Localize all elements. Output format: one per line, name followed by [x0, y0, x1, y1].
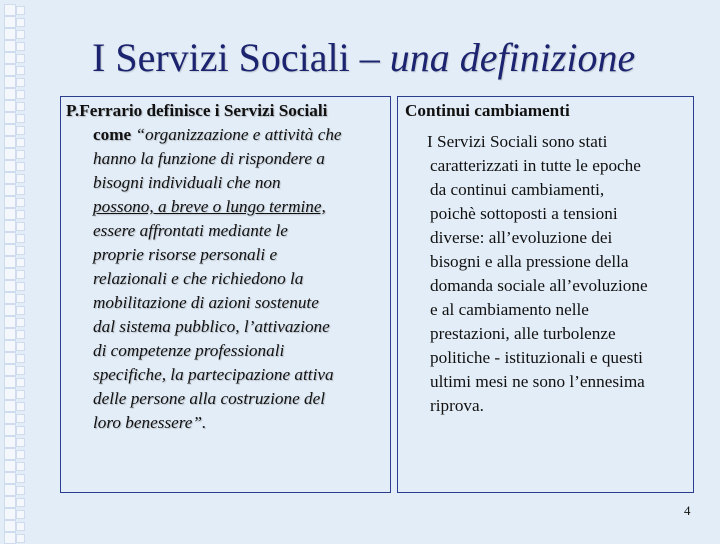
decorative-square [16, 378, 25, 387]
decorative-square [16, 246, 25, 255]
decorative-square [4, 340, 16, 352]
definition-lead-come: come [93, 125, 136, 144]
definition-lead: P.Ferrario definisce i Servizi Sociali [66, 101, 328, 120]
title-main: I Servizi Sociali [92, 35, 350, 80]
decorative-square [4, 292, 16, 304]
decorative-square [16, 426, 25, 435]
decorative-square [16, 114, 25, 123]
decorative-square [4, 40, 16, 52]
decorative-square [16, 318, 25, 327]
decorative-square [4, 484, 16, 496]
definition-line: dal sistema pubblico, l’attivazione [93, 317, 330, 336]
decorative-square [16, 6, 25, 15]
changes-text [427, 130, 692, 418]
decorative-square [16, 450, 25, 459]
decorative-square [16, 390, 25, 399]
decorative-square [4, 508, 16, 520]
definition-lead-continued [66, 123, 386, 147]
changes-line: ultimi mesi ne sono l’ennesima [430, 372, 645, 391]
decorative-square [4, 268, 16, 280]
decorative-square [16, 366, 25, 375]
changes-line: diverse: all’evoluzione dei [430, 228, 613, 247]
changes-line: politiche - istituzionali e questi [430, 348, 643, 367]
decorative-square [16, 54, 25, 63]
changes-line: bisogni e alla pressione della [430, 252, 629, 271]
decorative-square [4, 220, 16, 232]
definition-line: hanno la funzione di rispondere a [93, 149, 325, 168]
decorative-square [4, 172, 16, 184]
decorative-square [16, 138, 25, 147]
decorative-square [4, 160, 16, 172]
decorative-square [4, 112, 16, 124]
decorative-square [4, 328, 16, 340]
decorative-square [16, 270, 25, 279]
decorative-square [16, 534, 25, 543]
definition-line: delle persone alla costruzione del [93, 389, 325, 408]
definition-line: loro benessere”. [93, 413, 207, 432]
decorative-square [4, 88, 16, 100]
decorative-square [4, 520, 16, 532]
decorative-square [16, 438, 25, 447]
decorative-square [16, 210, 25, 219]
decorative-square [16, 414, 25, 423]
decorative-square [4, 376, 16, 388]
decorative-square [4, 232, 16, 244]
decorative-square [16, 330, 25, 339]
decorative-square [4, 448, 16, 460]
changes-line: riprova. [430, 396, 484, 415]
definition-line: specifiche, la partecipazione attiva [93, 365, 334, 384]
changes-line: domanda sociale all’evoluzione [430, 276, 648, 295]
definition-line: essere affrontati mediante le [93, 221, 288, 240]
decorative-square [16, 474, 25, 483]
changes-heading: Continui cambiamenti [405, 101, 570, 120]
definition-line: proprie risorse personali e [93, 245, 278, 264]
page-number: 4 [684, 503, 691, 518]
decorative-square [4, 532, 16, 544]
decorative-square [4, 352, 16, 364]
decorative-square [16, 102, 25, 111]
decorative-square [16, 90, 25, 99]
decorative-square [16, 354, 25, 363]
decorative-square [16, 282, 25, 291]
changes-line: e al cambiamento nelle [430, 300, 589, 319]
decorative-square [16, 162, 25, 171]
decorative-square [4, 148, 16, 160]
definition-line: di competenze professionali [93, 341, 285, 360]
decorative-square [4, 316, 16, 328]
decorative-square [4, 100, 16, 112]
changes-line: poichè sottoposti a tensioni [430, 204, 618, 223]
changes-line: da continui cambiamenti, [430, 180, 605, 199]
decorative-square [16, 510, 25, 519]
title-subtitle: – una definizione [349, 35, 636, 80]
decorative-square [4, 208, 16, 220]
changes-line: prestazioni, alle turbolenze [430, 324, 616, 343]
decorative-square [4, 400, 16, 412]
definition-line: bisogni individuali che non [93, 173, 281, 192]
decorative-square [4, 412, 16, 424]
definition-line: mobilitazione di azioni sostenute [93, 293, 319, 312]
decorative-square [16, 30, 25, 39]
decorative-square [16, 126, 25, 135]
definition-line: possono, a breve o lungo termine, [93, 197, 326, 216]
decorative-square [16, 294, 25, 303]
changes-line: I Servizi Sociali sono stati [427, 132, 608, 151]
decorative-square [16, 306, 25, 315]
decorative-square [16, 78, 25, 87]
decorative-square [4, 304, 16, 316]
decorative-square [16, 486, 25, 495]
decorative-square [16, 174, 25, 183]
decorative-square [16, 522, 25, 531]
decorative-square [4, 364, 16, 376]
slide-title [92, 34, 635, 81]
decorative-square [4, 64, 16, 76]
decorative-square [16, 42, 25, 51]
decorative-square [16, 234, 25, 243]
definition-quote-start: “organizzazione e attività che [135, 125, 342, 144]
decorative-square [4, 280, 16, 292]
decorative-square [4, 388, 16, 400]
decorative-square [16, 402, 25, 411]
decorative-square [16, 258, 25, 267]
decorative-square-strip [0, 0, 26, 540]
definition-text [66, 99, 386, 435]
definition-line: relazionali e che richiedono la [93, 269, 304, 288]
decorative-square [16, 150, 25, 159]
decorative-square [16, 462, 25, 471]
decorative-square [16, 222, 25, 231]
decorative-square [4, 424, 16, 436]
decorative-square [4, 460, 16, 472]
decorative-square [4, 16, 16, 28]
decorative-square [4, 184, 16, 196]
decorative-square [4, 124, 16, 136]
decorative-square [4, 436, 16, 448]
decorative-square [4, 52, 16, 64]
decorative-square [16, 342, 25, 351]
decorative-square [4, 76, 16, 88]
changes-line: caratterizzati in tutte le epoche [430, 156, 641, 175]
decorative-square [4, 196, 16, 208]
decorative-square [16, 66, 25, 75]
decorative-square [4, 496, 16, 508]
decorative-square [4, 4, 16, 16]
decorative-square [16, 18, 25, 27]
decorative-square [4, 472, 16, 484]
decorative-square [4, 28, 16, 40]
decorative-square [4, 256, 16, 268]
decorative-square [4, 244, 16, 256]
decorative-square [16, 198, 25, 207]
decorative-square [16, 498, 25, 507]
decorative-square [16, 186, 25, 195]
decorative-square [4, 136, 16, 148]
